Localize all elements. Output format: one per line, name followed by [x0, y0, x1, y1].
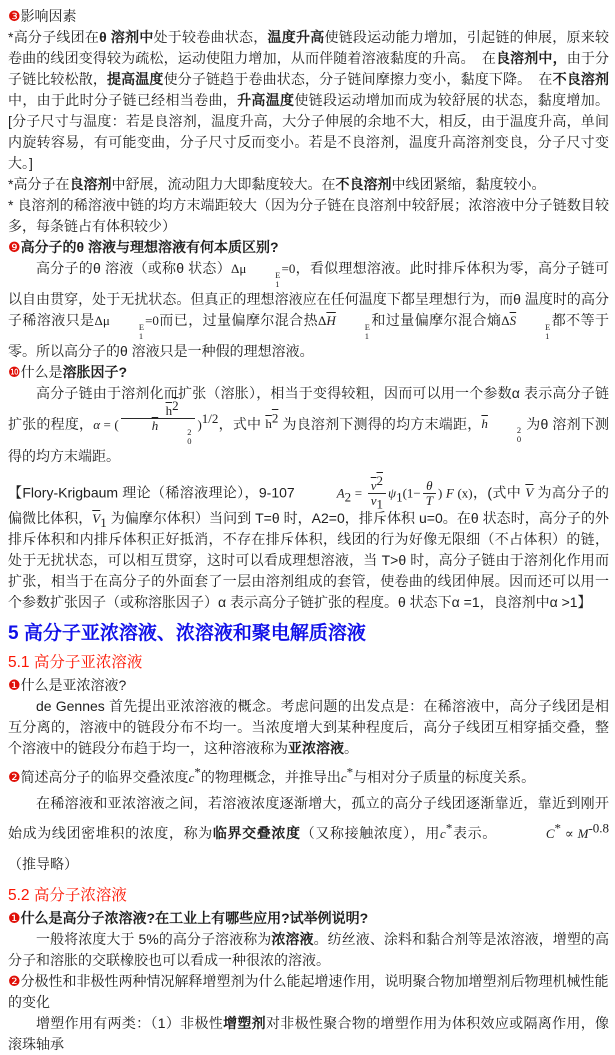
q-swelling-factor: [8, 362, 609, 383]
text-run: ψ: [387, 485, 397, 501]
text-run: v: [370, 493, 377, 509]
formula-supsub: [159, 428, 191, 446]
text-run: 高分子的θ 溶液与理想溶液有何本质区别?: [20, 239, 279, 255]
ans-concentrated-solution: [8, 929, 609, 971]
text-run: c: [188, 770, 195, 786]
text-run: 和过量偏摩尔混合熵: [371, 311, 502, 328]
text-run: 分极性和非极性两种情况解释增塑剂为什么能起增速作用，说明聚合物加增塑剂后物理机械性能的变化: [8, 973, 609, 1011]
circled-number: ❶: [8, 677, 21, 694]
text-run: $\overline{V}$: [92, 511, 101, 527]
formula-fraction: [423, 479, 436, 509]
text-run: 影响因素: [20, 8, 77, 24]
formula-fraction: [368, 472, 386, 512]
text-run: 为良溶剂下测得的均方末端距，: [278, 415, 482, 432]
text-run: 使分子链趋于卷曲状态，分子链间摩擦力变小，黏度下降。 在: [163, 71, 553, 87]
formula-group: [370, 472, 383, 493]
text-run: 使链段运动增加而成为较舒展的状态，黏度增加。[分子尺寸与温度：若是良溶剂，温度升高，大分子伸展的余地不大，相反，由于温度升高，单间内旋转容易，有可能变曲，分子尺寸反而变小。若是不良溶剂，温度升高溶剂变良，分子尺寸变大。]: [8, 92, 610, 171]
text-run: 什么是: [20, 363, 63, 380]
text-run: ，(式中: [472, 484, 526, 501]
text-run: 的物理概念，并推导出: [200, 769, 341, 786]
text-run: 中线团紧缩，黏度较小。: [391, 176, 546, 192]
text-run: C: [545, 826, 555, 842]
circled-number: ❿: [8, 363, 21, 380]
flory-krigbaum-note: [8, 472, 609, 614]
ans-semidilute: [8, 696, 609, 759]
text-run: 。纺丝液、涂料和黏合剂等是浓溶液，增塑的高分子和溶胀的交联橡胶也可以看成一种很浓的溶液。: [8, 931, 610, 969]
formula-supsub: [111, 323, 144, 341]
text-run: 而已，过量偏摩尔混合热: [158, 311, 319, 328]
text-run: 亚浓溶液: [288, 740, 344, 757]
subscript: 1: [275, 278, 280, 289]
text-run: *高分子在: [8, 176, 70, 192]
text-run: c: [340, 770, 347, 786]
circled-number: ❸: [8, 8, 21, 24]
text-run: M: [577, 826, 589, 842]
text-run: $\overline{S}$: [509, 312, 517, 328]
text-run: 对非极性聚合物的增塑作用为体积效应或隔离作用，像滚珠轴承: [8, 1015, 609, 1053]
q-what-is-semidilute: [8, 675, 609, 696]
text-run: =0: [145, 312, 159, 328]
text-run: 与相对分子质量的标度关系。: [353, 769, 536, 786]
text-run: 溶胀因子?: [62, 363, 128, 380]
subscript: 1: [364, 330, 370, 341]
text-run: 表示。: [452, 825, 497, 842]
text-run: 1: [396, 489, 403, 505]
text-run: 1/2: [201, 410, 219, 426]
text-run: 由于分子链比较松散，: [8, 50, 610, 87]
text-run: 【Flory-Krigbaum 理论（稀溶液理论），9-107: [8, 484, 295, 501]
text-run: *: [194, 764, 201, 780]
text-run: h: [265, 416, 272, 432]
text-run: ，式中: [218, 415, 266, 432]
text-run: 增塑作用有两类：（1）非极性: [36, 1015, 224, 1032]
text-run: 5.2 高分子浓溶液: [8, 887, 127, 905]
superscript: E: [364, 321, 370, 332]
ans-plasticizer: [8, 1013, 609, 1055]
spacer-block: [8, 467, 609, 479]
text-run: Δ: [501, 312, 510, 328]
influence-factors-line: [8, 6, 609, 27]
circled-number: ❷: [8, 769, 21, 786]
text-run: F: [445, 485, 454, 501]
text-run: 临界交叠浓度: [212, 825, 301, 842]
section-5-2-heading: [8, 885, 609, 906]
text-run: 高分子链由于溶剂化而扩张（溶胀），相当于变得较粗，因而可以用一个参数α 表示高分子链扩张的程度，: [8, 384, 609, 432]
text-run: T: [425, 493, 433, 509]
text-run: (x): [453, 485, 473, 501]
text-run: (1−: [402, 485, 421, 501]
superscript: E: [138, 321, 145, 332]
text-run: v: [370, 477, 377, 493]
formula-group: [165, 397, 179, 418]
superscript: 2: [516, 425, 522, 436]
text-run: =0: [281, 261, 296, 276]
text-run: Δ: [318, 312, 327, 328]
text-run: 5.1 高分子亚浓溶液: [8, 654, 143, 672]
formula-supsub: [337, 323, 370, 341]
text-run: ): [437, 485, 446, 501]
formula-group: [265, 410, 279, 432]
text-run: ): [197, 416, 202, 432]
para-good-poor-solvent: [8, 174, 609, 195]
text-run: 不良溶剂: [335, 176, 392, 192]
text-run: ，看似理想溶液。此时排斥体积为零，高分子链可以自由贯穿，处于无扰状态。但真正的理想溶液应在任何温度下都呈理想行为，而θ 温度时的高分子稀溶液只是: [8, 260, 609, 328]
text-run: h: [151, 417, 159, 433]
superscript: E: [275, 270, 281, 280]
subscript: 1: [138, 330, 144, 341]
text-run: h: [165, 402, 173, 418]
text-run: 2: [376, 472, 383, 488]
text-run: A: [336, 485, 345, 501]
text-run: = (: [100, 416, 119, 432]
text-run: =: [351, 485, 366, 501]
superscript: E: [545, 321, 551, 332]
text-run: 为偏摩尔体积）当问到 T=θ 时，A2=0，排斥体积 u=0。在θ 状态时，高分子的外排斥体积和内排斥体积正好抵消，不存在排斥体积，线团的行为好像无限细（不占体积）的链，处于无扰状态，可以相互贯穿，这时可以看成理想溶液，当 T>θ 时，高分子链由于溶剂化作用而扩张，相当于在高分子的外面套了一层由溶剂组成的套管，使卷曲的线团伸展。因而还可以用一个参数扩张因子（或称溶胀因子）α 表示高分子链扩张的程度。θ 状态下α =1，良溶剂中α >1】: [8, 510, 609, 611]
text-run: 5 高分子亚浓溶液、浓溶液和聚电解质溶液: [8, 623, 366, 645]
text-run: 什么是亚浓溶液?: [20, 677, 127, 694]
text-run: 1: [100, 515, 107, 531]
text-run: θ: [426, 477, 433, 493]
text-run: （又称接触浓度），用: [300, 825, 441, 842]
text-run: 1: [376, 496, 383, 512]
text-run: 简述高分子的临界交叠浓度: [20, 769, 189, 786]
formula-group: [510, 312, 517, 328]
text-run: 2: [271, 410, 279, 426]
text-run: 中舒展，流动阻力大即黏度较大。在: [111, 176, 336, 192]
formula-group: [151, 417, 193, 446]
text-run: 在稀溶液和亚浓溶液之间，若溶液浓度逐渐增大，孤立的高分子线团逐渐靠近，靠近到刚开始成为线团密堆积的浓度，称为: [8, 795, 609, 842]
text-run: α: [93, 416, 101, 432]
spacer-block: [8, 759, 609, 767]
text-run: 都不等于零。所以高分子的θ 溶液只是一种假的理想溶液。: [8, 311, 610, 359]
formula-fraction: [121, 397, 196, 446]
subscript: 0: [187, 435, 192, 446]
text-run: 增塑剂: [223, 1015, 266, 1032]
text-run: 2: [172, 397, 179, 413]
text-run: Δμ: [230, 261, 247, 276]
text-run: $\overline{V}$: [525, 485, 534, 501]
text-run: 一般将浓度大于 5%的高分子溶液称为: [36, 931, 272, 948]
ans-swelling-factor: [8, 383, 609, 467]
section-5-1-heading: [8, 652, 609, 673]
section-5-heading: [8, 623, 609, 644]
text-run: 处于较卷曲状态，: [153, 29, 268, 45]
text-run: （推导略）: [8, 856, 78, 873]
text-run: ∝: [561, 826, 578, 842]
text-run: θ 溶剂中: [99, 29, 154, 45]
circled-number: ❶: [8, 910, 21, 927]
text-run: de Gennes 首先提出亚浓溶液的概念。考虑问题的出发点是：在稀溶液中，高分子线团是相互分离的，溶液中的链段分布不均一。当浓度增大到某种程度后，高分子线团互相穿插交叠，整个溶液中的链段分布趋于均一，这种溶液称为: [8, 698, 609, 757]
text-run: * 良溶剂的稀溶液中链的均方末端距较大（因为分子链在良溶剂中较舒展；浓溶液中分子链数目较多，每条链占有体积较少）: [8, 197, 609, 234]
text-run: $\overline{H}$: [326, 312, 336, 328]
text-run: h: [481, 416, 488, 432]
text-run: -0.8: [588, 820, 610, 836]
text-run: 升高温度: [237, 92, 295, 108]
text-run: Δμ: [94, 312, 110, 328]
text-run: 2: [344, 489, 352, 505]
text-run: 良溶剂: [69, 176, 112, 192]
text-run: *: [346, 764, 354, 780]
formula-group: [481, 415, 522, 445]
text-run: 使链段运动能力增加，引起链的伸展，原来较卷曲的线团变得较为疏松，运动使阻力增加，从而伴随着溶液黏度的升高。 在: [8, 29, 610, 66]
formula-supsub: [247, 271, 280, 289]
q-theta-vs-ideal: [8, 237, 609, 258]
text-run: 高分子的θ 溶液（或称θ 状态）: [36, 260, 231, 276]
q-concentrated-solution: [8, 908, 609, 929]
formula-supsub: [517, 323, 550, 341]
text-run: 良溶剂中，: [496, 50, 567, 66]
text-run: 。: [344, 740, 358, 757]
para-temperature-viscosity: [8, 27, 609, 174]
q-critical-overlap: [8, 764, 609, 788]
subscript: 1: [545, 330, 550, 341]
text-run: 温度升高: [267, 29, 325, 45]
text-run: 不良溶剂: [552, 71, 610, 87]
text-run: c: [440, 826, 446, 842]
text-run: 为θ 溶剂下测得的均方末端距。: [8, 415, 610, 464]
text-run: 什么是高分子浓溶液?在工业上有哪些应用?试举例说明?: [20, 910, 369, 927]
para-end-to-end-distance: [8, 195, 609, 237]
text-run: 提高温度: [107, 71, 164, 87]
circled-number: ❷: [8, 973, 21, 990]
text-run: 中，由于此时分子链已经相当卷曲，: [8, 92, 238, 108]
text-run: *: [445, 820, 453, 836]
subscript: 0: [516, 434, 522, 445]
text-run: 浓溶液: [271, 931, 314, 948]
formula-supsub: [489, 426, 521, 444]
text-run: *高分子线团在: [8, 29, 100, 45]
circled-number: ❾: [8, 239, 21, 255]
q-plasticizer: [8, 971, 609, 1013]
text-run: *: [554, 820, 562, 836]
ans-theta-vs-ideal: [8, 258, 609, 362]
superscript: 2: [187, 426, 192, 437]
text-run: 为高分子的偏微比体积，: [8, 484, 609, 527]
ans-critical-overlap: [8, 788, 609, 879]
formula-group: [326, 312, 335, 328]
